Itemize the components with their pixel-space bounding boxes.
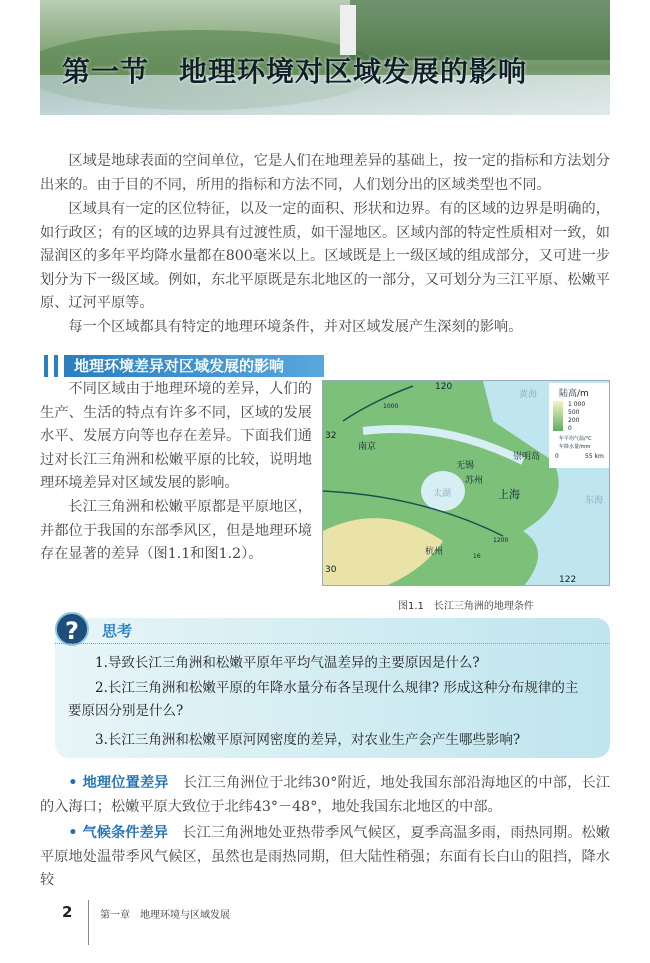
think-question: 1.导致长江三角洲和松嫩平原年平均气温差异的主要原因是什么?: [95, 655, 480, 671]
intro-paragraph: 区域具有一定的区位特征，以及一定的面积、形状和边界。有的区域的边界是明确的，如行政区；有的区域的边界具有过渡性质，如干湿地区。区域内部的特定性质相对一致，如湿润区的多年平均降水量都在800毫米以上。区域既是上一级区域的组成部分，又可进一步划分为下一级区域。例如，东北平原既是东北地区的一部分，又可划分为三江平原、松嫩平原、辽河平原等。: [40, 201, 610, 312]
legend-level: 500: [568, 409, 580, 416]
banner-church: [340, 5, 356, 55]
grid-label: 32: [325, 431, 337, 441]
think-question: 2.长江三角洲和松嫩平原的年降水量分布各呈现什么规律? 形成这种分布规律的主要原因分别是什么?: [68, 680, 579, 719]
grid-label: 30: [325, 565, 337, 575]
point-paragraph: [40, 822, 610, 893]
city-label: 苏州: [465, 476, 484, 486]
yangtze-delta-map: [322, 380, 610, 586]
intro-paragraph: 区域是地球表面的空间单位，它是人们在地理差异的基础上，按一定的指标和方法划分出来的。由于目的不同，所用的指标和方法不同，人们划分出的区域类型也不同。: [40, 153, 610, 193]
intro-paragraph: 每一个区域都具有特定的地理环境条件，并对区域发展产生深刻的影响。: [68, 319, 523, 335]
point-text: 长江三角洲位于北纬30°附近，地处我国东部沿海地区的中部，长江的入海口；松嫩平原大致位于北纬43°－48°，地处我国东北地区的中部。: [40, 775, 610, 815]
isoline-label: 1200: [493, 537, 509, 544]
legend-scale: 55 km: [585, 453, 604, 460]
point-label: • 地理位置差异: [68, 775, 169, 791]
legend-title: 陆高/m: [559, 389, 589, 399]
footer-divider: [88, 900, 89, 945]
city-label: 南京: [358, 442, 377, 452]
legend-level: 0: [568, 425, 572, 432]
feature-label: 黄海: [519, 390, 538, 400]
heading-bars-icon: [44, 355, 58, 377]
figure-caption: 图1.1 长江三角洲的地理条件: [398, 601, 534, 612]
city-label: 杭州: [425, 547, 444, 557]
point-label-text: 地理位置差异: [82, 775, 169, 791]
section-paragraph: 长江三角洲和松嫩平原都是平原地区，并都位于我国的东部季风区，但是地理环境存在显著的差异（图1.1和图1.2）。: [40, 499, 312, 563]
think-divider: [55, 643, 610, 644]
legend-level: 1 000: [568, 401, 586, 408]
think-label: 思考: [102, 622, 133, 640]
think-question: 3.长江三角洲和松嫩平原河网密度的差异，对农业生产会产生哪些影响?: [95, 732, 521, 748]
section-number: 第一节: [62, 55, 150, 88]
section-heading: [44, 355, 324, 377]
section-heading-label: 地理环境差异对区域发展的影响: [64, 355, 324, 377]
page-title: [62, 50, 557, 90]
section-paragraph: 不同区域由于地理环境的差异，人们的生产、生活的特点有许多不同，区域的发展水平、发展方向等也存在差异。下面我们通过对长江三角洲和松嫩平原的比较，说明地理环境差异对区域发展的影响。: [40, 381, 312, 492]
page-number: 2: [62, 903, 73, 921]
feature-label: 东海: [585, 496, 604, 506]
point-text: 长江三角洲地处亚热带季风气候区，夏季高温多雨，雨热同期。松嫩平原地处温带季风气候区，虽然也是雨热同期，但大陆性稍强；东面有长白山的阻挡，降水较: [40, 825, 610, 889]
point-label-text: 气候条件差异: [82, 825, 169, 841]
point-paragraph: [40, 772, 610, 819]
legend-scale-start: 0: [555, 453, 559, 460]
city-label: 上海: [498, 488, 520, 501]
grid-label: 120: [435, 382, 453, 392]
legend-level: 200: [568, 417, 580, 424]
feature-label: 太湖: [433, 489, 452, 499]
grid-label: 122: [559, 575, 577, 585]
feature-label: 崇明岛: [513, 452, 541, 462]
city-label: 无锡: [456, 461, 475, 471]
isoline-label: 16: [473, 553, 481, 560]
chapter-title: 第一章 地理环境与区域发展: [100, 910, 230, 921]
legend-temp: 年平均气温/°C: [559, 436, 592, 442]
legend-precip: 年降水量/mm: [559, 444, 591, 450]
section-title: 地理环境对区域发展的影响: [179, 55, 528, 88]
isoline-label: 1000: [383, 403, 399, 410]
question-icon: ?: [55, 612, 89, 646]
point-label: • 气候条件差异: [68, 825, 169, 841]
